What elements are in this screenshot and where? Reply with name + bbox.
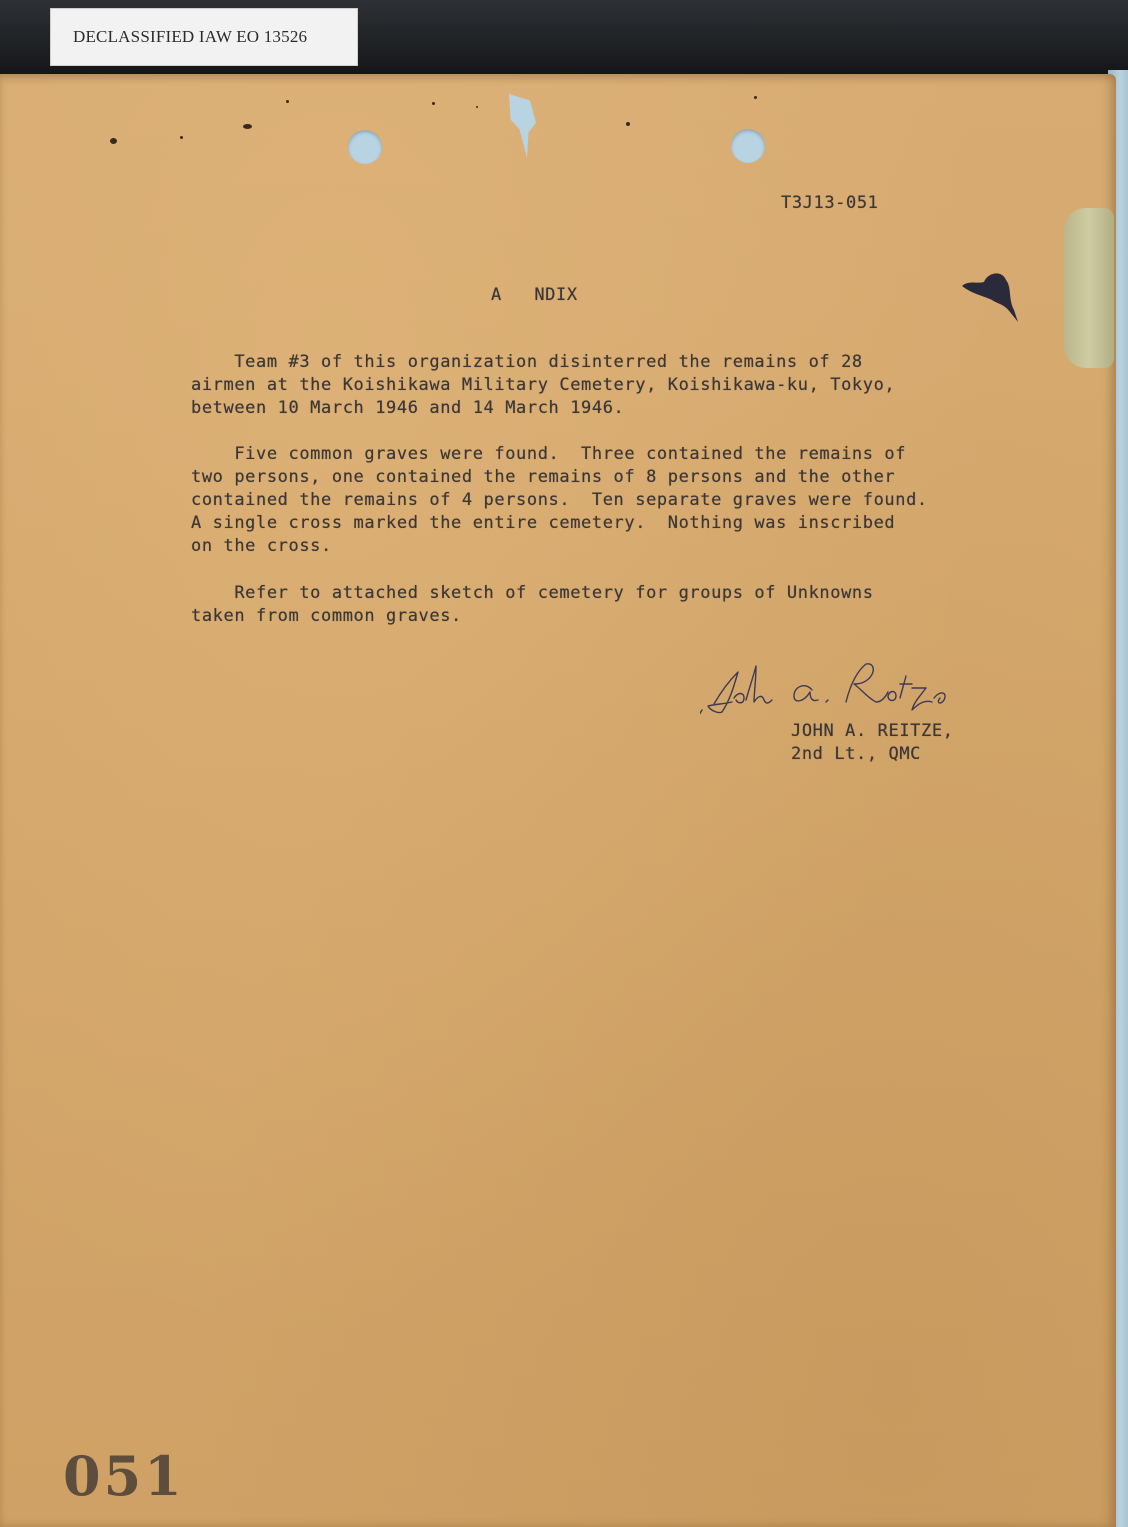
document-page bbox=[0, 74, 1116, 1527]
handwritten-signature bbox=[700, 650, 970, 730]
paper-speck bbox=[286, 100, 289, 103]
paragraph-sketch-reference: Refer to attached sketch of cemetery for groups of Unknowns taken from common graves. bbox=[191, 583, 874, 626]
paper-speck bbox=[110, 138, 117, 144]
ink-blot bbox=[958, 270, 1020, 326]
punch-hole-right bbox=[731, 129, 765, 163]
declassification-label: DECLASSIFIED IAW EO 13526 bbox=[50, 8, 358, 66]
document-number: T3J13-051 bbox=[781, 193, 879, 213]
paper-speck bbox=[476, 106, 478, 108]
file-page-number: 051 bbox=[63, 1444, 185, 1508]
paragraph-graves: Five common graves were found. Three contained the remains of two persons, one contained the remains of 8 persons and the other contained the remains of 4 persons. Ten separate graves were found. A single cross marked the entire cemetery. Nothing was inscribed on the cross. bbox=[191, 444, 928, 556]
document-heading: A NDIX bbox=[491, 285, 578, 305]
signer-rank: 2nd Lt., QMC bbox=[791, 744, 922, 764]
tape-fragment bbox=[1064, 208, 1114, 368]
paper-tear bbox=[506, 94, 536, 158]
paragraph-disinterment: Team #3 of this organization disinterred the remains of 28 airmen at the Koishikawa Military Cemetery, Koishikawa-ku, Tokyo, between 10 March 1946 and 14 March 1946. bbox=[191, 352, 896, 418]
paper-speck bbox=[180, 136, 183, 139]
paper-speck bbox=[432, 102, 435, 105]
paper-speck bbox=[626, 122, 630, 126]
punch-hole-left bbox=[348, 130, 382, 164]
paper-speck bbox=[243, 124, 252, 129]
paper-speck bbox=[754, 96, 757, 99]
signer-name: JOHN A. REITZE, bbox=[791, 721, 954, 741]
